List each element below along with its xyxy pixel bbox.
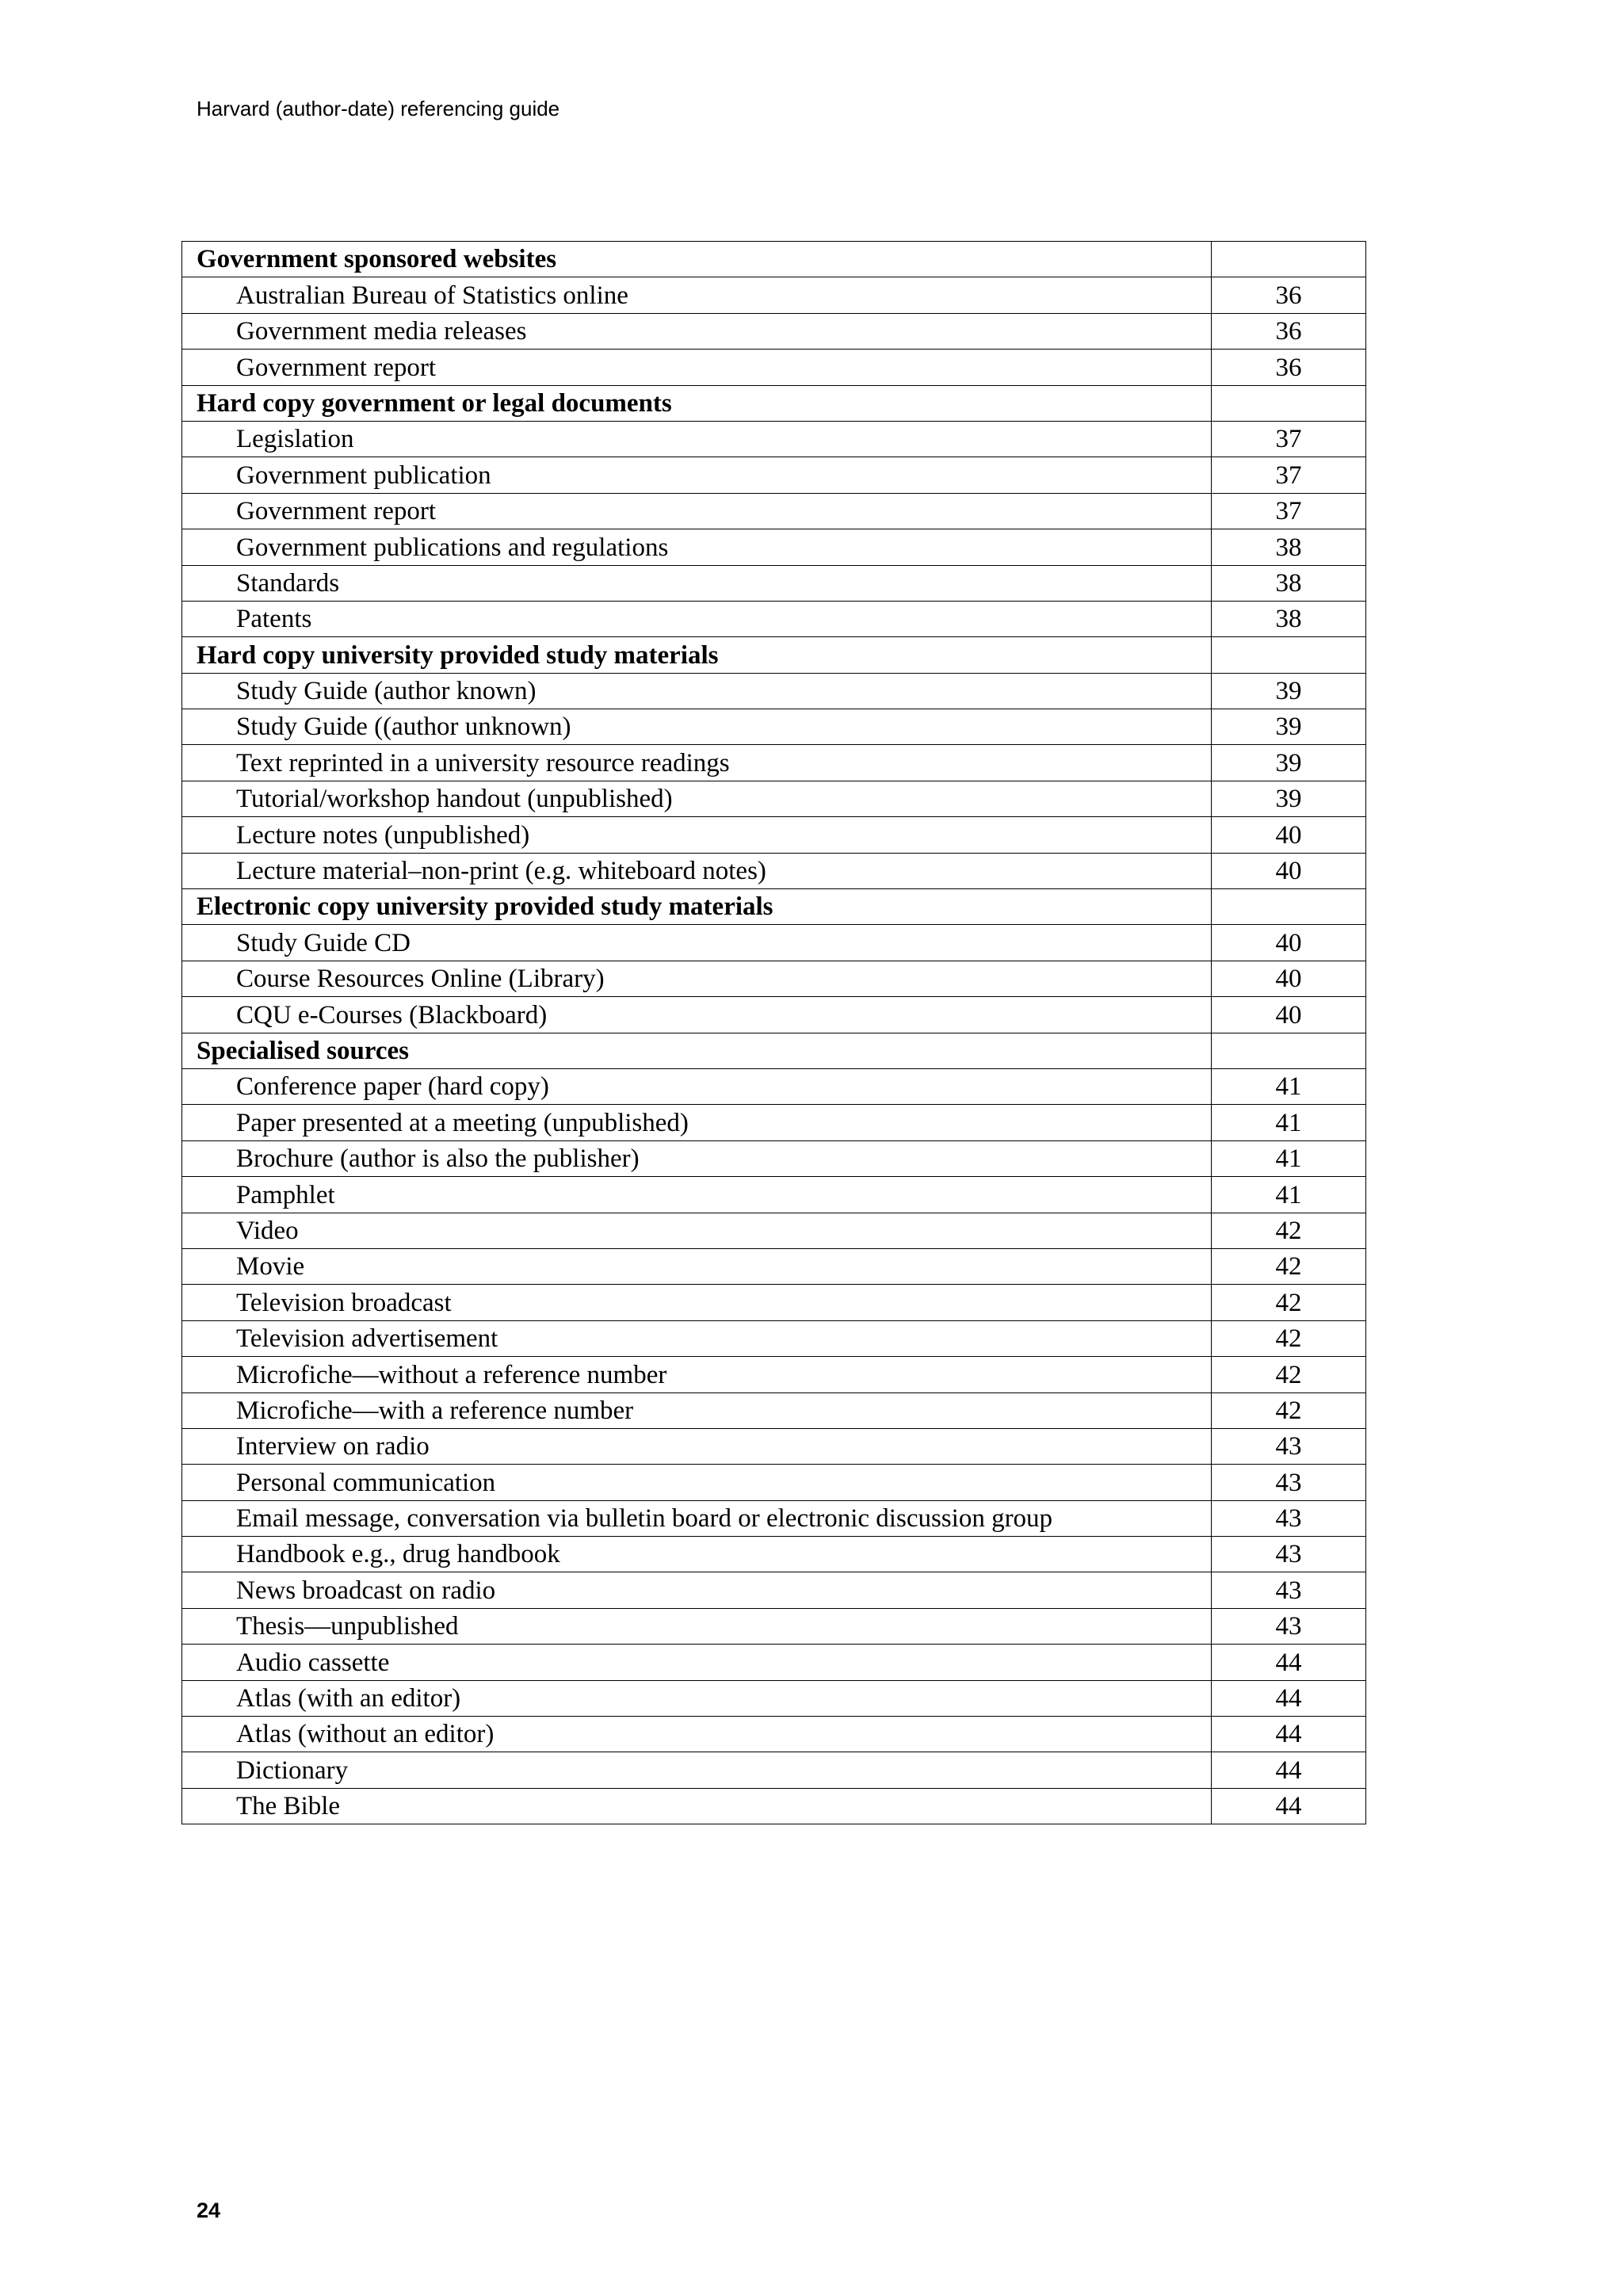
table-row — [182, 493, 1366, 529]
entry-title: Course Resources Online (Library) — [182, 961, 1212, 996]
section-heading-row — [182, 1033, 1366, 1068]
entry-title: Study Guide (author known) — [182, 673, 1212, 709]
entry-title: Interview on radio — [182, 1428, 1212, 1464]
entry-title: Government publications and regulations — [182, 529, 1212, 565]
entry-title: Paper presented at a meeting (unpublished) — [182, 1105, 1212, 1140]
page-number-cell: 41 — [1212, 1068, 1366, 1104]
entry-title: Movie — [182, 1248, 1212, 1284]
table-row — [182, 421, 1366, 457]
page-number-cell: 42 — [1212, 1213, 1366, 1248]
table-row — [182, 1140, 1366, 1176]
table-row — [182, 313, 1366, 349]
entry-title: Lecture notes (unpublished) — [182, 817, 1212, 853]
section-heading: Hard copy university provided study materials — [182, 637, 1212, 673]
table-row — [182, 1357, 1366, 1392]
table-row — [182, 781, 1366, 816]
section-heading-row — [182, 242, 1366, 277]
page-number-cell — [1212, 889, 1366, 925]
entry-title: Video — [182, 1213, 1212, 1248]
page-number-cell: 36 — [1212, 313, 1366, 349]
entry-title: Tutorial/workshop handout (unpublished) — [182, 781, 1212, 816]
entry-title: Patents — [182, 601, 1212, 636]
entry-title: Brochure (author is also the publisher) — [182, 1140, 1212, 1176]
entry-title: Text reprinted in a university resource readings — [182, 745, 1212, 781]
table-row — [182, 997, 1366, 1033]
page-number-cell: 41 — [1212, 1140, 1366, 1176]
page-number-cell: 42 — [1212, 1248, 1366, 1284]
page-number-cell: 40 — [1212, 925, 1366, 961]
table-row — [182, 1500, 1366, 1536]
table-row — [182, 1285, 1366, 1320]
page-number-cell: 38 — [1212, 601, 1366, 636]
page-number-cell: 40 — [1212, 997, 1366, 1033]
page-number-cell: 36 — [1212, 350, 1366, 385]
section-heading: Specialised sources — [182, 1033, 1212, 1068]
section-heading: Electronic copy university provided study materials — [182, 889, 1212, 925]
table-row — [182, 1320, 1366, 1356]
page-number-cell: 41 — [1212, 1177, 1366, 1213]
entry-title: Microfiche—without a reference number — [182, 1357, 1212, 1392]
page-number-cell: 44 — [1212, 1752, 1366, 1788]
table-row — [182, 673, 1366, 709]
table-row — [182, 745, 1366, 781]
page-number-cell: 43 — [1212, 1537, 1366, 1572]
entry-title: Australian Bureau of Statistics online — [182, 277, 1212, 313]
table-row — [182, 1608, 1366, 1644]
running-header: Harvard (author-date) referencing guide — [197, 97, 560, 120]
page-number-cell: 38 — [1212, 529, 1366, 565]
page-number-cell — [1212, 242, 1366, 277]
page-number-cell: 43 — [1212, 1572, 1366, 1608]
table-row — [182, 1177, 1366, 1213]
entry-title: Television advertisement — [182, 1320, 1212, 1356]
table-row — [182, 1465, 1366, 1500]
page-number-cell: 43 — [1212, 1428, 1366, 1464]
contents-table-body — [182, 242, 1366, 1824]
entry-title: Government publication — [182, 457, 1212, 493]
page-number-cell: 41 — [1212, 1105, 1366, 1140]
page-number-cell: 39 — [1212, 745, 1366, 781]
page-number-cell: 40 — [1212, 817, 1366, 853]
table-row — [182, 1680, 1366, 1716]
table-row — [182, 277, 1366, 313]
entry-title: Audio cassette — [182, 1645, 1212, 1680]
entry-title: Conference paper (hard copy) — [182, 1068, 1212, 1104]
table-row — [182, 817, 1366, 853]
page-number-cell: 43 — [1212, 1608, 1366, 1644]
table-row — [182, 1717, 1366, 1752]
entry-title: Study Guide ((author unknown) — [182, 709, 1212, 745]
entry-title: Atlas (without an editor) — [182, 1717, 1212, 1752]
entry-title: CQU e-Courses (Blackboard) — [182, 997, 1212, 1033]
page-number-cell — [1212, 385, 1366, 421]
entry-title: Study Guide CD — [182, 925, 1212, 961]
page-number-cell: 44 — [1212, 1788, 1366, 1824]
table-row — [182, 1752, 1366, 1788]
page-number-cell: 37 — [1212, 493, 1366, 529]
entry-title: The Bible — [182, 1788, 1212, 1824]
page-number-cell: 43 — [1212, 1500, 1366, 1536]
table-row — [182, 925, 1366, 961]
table-row — [182, 350, 1366, 385]
table-row — [182, 529, 1366, 565]
entry-title: Legislation — [182, 421, 1212, 457]
section-heading: Government sponsored websites — [182, 242, 1212, 277]
page-number-cell: 38 — [1212, 565, 1366, 601]
table-row — [182, 853, 1366, 888]
table-row — [182, 709, 1366, 745]
entry-title: Atlas (with an editor) — [182, 1680, 1212, 1716]
table-row — [182, 961, 1366, 996]
page-number-cell: 42 — [1212, 1285, 1366, 1320]
table-row — [182, 1068, 1366, 1104]
contents-table — [181, 241, 1366, 1824]
entry-title: Personal communication — [182, 1465, 1212, 1500]
page-number-cell: 39 — [1212, 673, 1366, 709]
table-row — [182, 457, 1366, 493]
page-number-cell: 40 — [1212, 853, 1366, 888]
page-number-cell: 37 — [1212, 457, 1366, 493]
page-number-cell: 42 — [1212, 1392, 1366, 1428]
table-row — [182, 1392, 1366, 1428]
page-number: 24 — [197, 2199, 221, 2222]
entry-title: Microfiche—with a reference number — [182, 1392, 1212, 1428]
page-number-cell: 42 — [1212, 1320, 1366, 1356]
table-row — [182, 1105, 1366, 1140]
page-number-cell: 42 — [1212, 1357, 1366, 1392]
entry-title: Government media releases — [182, 313, 1212, 349]
section-heading-row — [182, 637, 1366, 673]
page-number-cell: 44 — [1212, 1680, 1366, 1716]
page-number-cell: 44 — [1212, 1645, 1366, 1680]
entry-title: Email message, conversation via bulletin board or electronic discussion group — [182, 1500, 1212, 1536]
table-row — [182, 1213, 1366, 1248]
section-heading-row — [182, 385, 1366, 421]
table-row — [182, 1788, 1366, 1824]
entry-title: News broadcast on radio — [182, 1572, 1212, 1608]
page-number-cell: 40 — [1212, 961, 1366, 996]
entry-title: Government report — [182, 350, 1212, 385]
page-number-cell: 44 — [1212, 1717, 1366, 1752]
page-number-cell: 36 — [1212, 277, 1366, 313]
table-row — [182, 1645, 1366, 1680]
entry-title: Dictionary — [182, 1752, 1212, 1788]
page-number-cell: 37 — [1212, 421, 1366, 457]
entry-title: Lecture material–non-print (e.g. whiteboard notes) — [182, 853, 1212, 888]
page-number-cell: 39 — [1212, 781, 1366, 816]
entry-title: Pamphlet — [182, 1177, 1212, 1213]
page-number-cell — [1212, 637, 1366, 673]
entry-title: Television broadcast — [182, 1285, 1212, 1320]
entry-title: Handbook e.g., drug handbook — [182, 1537, 1212, 1572]
table-row — [182, 1428, 1366, 1464]
table-row — [182, 1248, 1366, 1284]
entry-title: Standards — [182, 565, 1212, 601]
page-number-cell: 39 — [1212, 709, 1366, 745]
table-row — [182, 601, 1366, 636]
entry-title: Thesis—unpublished — [182, 1608, 1212, 1644]
entry-title: Government report — [182, 493, 1212, 529]
section-heading-row — [182, 889, 1366, 925]
table-row — [182, 1572, 1366, 1608]
page-number-cell — [1212, 1033, 1366, 1068]
page-number-cell: 43 — [1212, 1465, 1366, 1500]
table-row — [182, 565, 1366, 601]
table-row — [182, 1537, 1366, 1572]
section-heading: Hard copy government or legal documents — [182, 385, 1212, 421]
